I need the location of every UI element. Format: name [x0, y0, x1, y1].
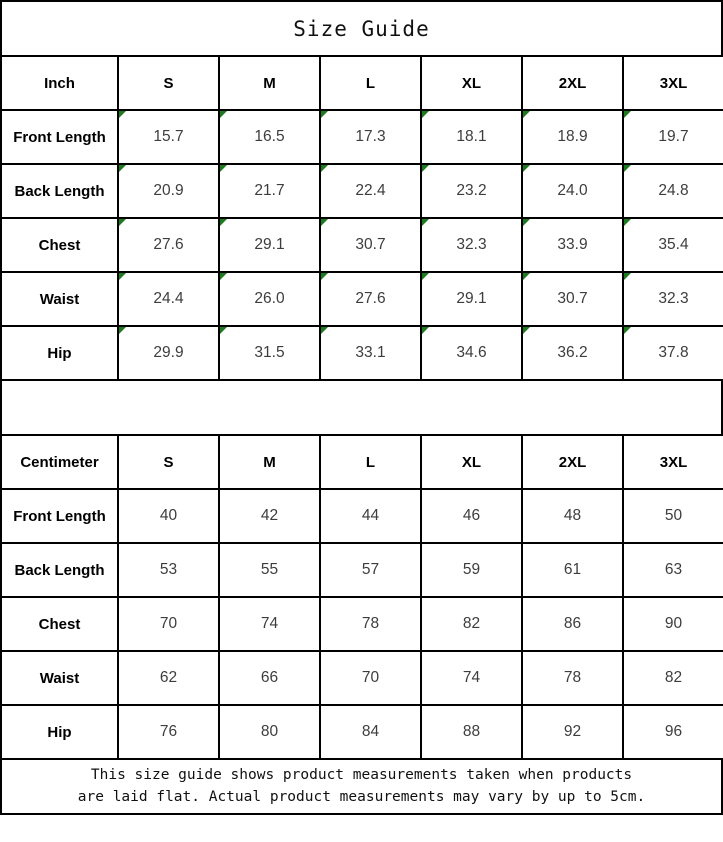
unit-header-cell: Centimeter — [1, 435, 118, 489]
green-corner-marker — [624, 111, 631, 118]
green-corner-marker — [321, 165, 328, 172]
footnote-line-1: This size guide shows product measurements taken when products — [90, 766, 633, 783]
row-label-cell: Hip — [1, 326, 118, 380]
row-label-cell: Hip — [1, 705, 118, 759]
green-corner-marker — [119, 327, 126, 334]
value-cell: 29.9 — [118, 326, 219, 380]
value-cell: 31.5 — [219, 326, 320, 380]
table-row — [1, 218, 723, 272]
size-header-cell: S — [118, 435, 219, 489]
value-cell: 40 — [118, 489, 219, 543]
value-cell: 82 — [421, 597, 522, 651]
size-header-cell: M — [219, 56, 320, 110]
table-row — [1, 164, 723, 218]
green-corner-marker — [624, 165, 631, 172]
value-cell: 80 — [219, 705, 320, 759]
green-corner-marker — [220, 273, 227, 280]
value-cell: 53 — [118, 543, 219, 597]
footnote — [0, 758, 723, 815]
green-corner-marker — [220, 165, 227, 172]
green-corner-marker — [624, 219, 631, 226]
value-cell: 55 — [219, 543, 320, 597]
green-corner-marker — [523, 327, 530, 334]
size-header-cell: L — [320, 435, 421, 489]
value-cell: 61 — [522, 543, 623, 597]
size-header-cell: 2XL — [522, 56, 623, 110]
size-header-cell: XL — [421, 56, 522, 110]
table-row — [1, 110, 723, 164]
value-cell: 50 — [623, 489, 723, 543]
green-corner-marker — [220, 219, 227, 226]
green-corner-marker — [422, 327, 429, 334]
value-cell: 29.1 — [219, 218, 320, 272]
row-label-cell: Chest — [1, 597, 118, 651]
green-corner-marker — [321, 111, 328, 118]
green-corner-marker — [624, 327, 631, 334]
value-cell: 32.3 — [421, 218, 522, 272]
value-cell: 24.0 — [522, 164, 623, 218]
green-corner-marker — [119, 165, 126, 172]
green-corner-marker — [119, 111, 126, 118]
value-cell: 74 — [219, 597, 320, 651]
value-cell: 20.9 — [118, 164, 219, 218]
value-cell: 36.2 — [522, 326, 623, 380]
size-header-cell: 3XL — [623, 56, 723, 110]
value-cell: 46 — [421, 489, 522, 543]
value-cell: 63 — [623, 543, 723, 597]
value-cell: 19.7 — [623, 110, 723, 164]
table-row — [1, 326, 723, 380]
size-header-cell: 3XL — [623, 435, 723, 489]
table-row — [1, 272, 723, 326]
size-header-cell: 2XL — [522, 435, 623, 489]
value-cell: 78 — [522, 651, 623, 705]
green-corner-marker — [321, 327, 328, 334]
value-cell: 84 — [320, 705, 421, 759]
value-cell: 17.3 — [320, 110, 421, 164]
table-row — [1, 489, 723, 543]
row-label-cell: Front Length — [1, 110, 118, 164]
value-cell: 90 — [623, 597, 723, 651]
value-cell: 18.1 — [421, 110, 522, 164]
green-corner-marker — [321, 219, 328, 226]
header-row — [1, 56, 723, 110]
row-label-cell: Chest — [1, 218, 118, 272]
value-cell: 29.1 — [421, 272, 522, 326]
value-cell: 86 — [522, 597, 623, 651]
value-cell: 24.4 — [118, 272, 219, 326]
value-cell: 37.8 — [623, 326, 723, 380]
green-corner-marker — [422, 273, 429, 280]
row-label-cell: Waist — [1, 272, 118, 326]
green-corner-marker — [624, 273, 631, 280]
value-cell: 33.1 — [320, 326, 421, 380]
value-cell: 18.9 — [522, 110, 623, 164]
row-label-cell: Front Length — [1, 489, 118, 543]
green-corner-marker — [523, 165, 530, 172]
row-label-cell: Back Length — [1, 164, 118, 218]
value-cell: 15.7 — [118, 110, 219, 164]
value-cell: 76 — [118, 705, 219, 759]
value-cell: 74 — [421, 651, 522, 705]
value-cell: 30.7 — [320, 218, 421, 272]
value-cell: 66 — [219, 651, 320, 705]
green-corner-marker — [220, 327, 227, 334]
value-cell: 82 — [623, 651, 723, 705]
value-cell: 24.8 — [623, 164, 723, 218]
size-header-cell: M — [219, 435, 320, 489]
value-cell: 70 — [320, 651, 421, 705]
green-corner-marker — [321, 273, 328, 280]
size-header-cell: XL — [421, 435, 522, 489]
unit-header-cell: Inch — [1, 56, 118, 110]
value-cell: 33.9 — [522, 218, 623, 272]
value-cell: 27.6 — [118, 218, 219, 272]
value-cell: 23.2 — [421, 164, 522, 218]
value-cell: 78 — [320, 597, 421, 651]
value-cell: 30.7 — [522, 272, 623, 326]
value-cell: 35.4 — [623, 218, 723, 272]
green-corner-marker — [119, 273, 126, 280]
green-corner-marker — [422, 111, 429, 118]
value-cell: 44 — [320, 489, 421, 543]
green-corner-marker — [523, 111, 530, 118]
table-row — [1, 705, 723, 759]
value-cell: 27.6 — [320, 272, 421, 326]
value-cell: 70 — [118, 597, 219, 651]
table-gap — [0, 381, 723, 436]
green-corner-marker — [119, 219, 126, 226]
inch-table — [0, 55, 723, 381]
value-cell: 88 — [421, 705, 522, 759]
value-cell: 21.7 — [219, 164, 320, 218]
green-corner-marker — [220, 111, 227, 118]
size-header-cell: S — [118, 56, 219, 110]
green-corner-marker — [422, 165, 429, 172]
row-label-cell: Back Length — [1, 543, 118, 597]
value-cell: 22.4 — [320, 164, 421, 218]
page-title: Size Guide — [0, 0, 723, 57]
header-row — [1, 435, 723, 489]
row-label-cell: Waist — [1, 651, 118, 705]
table-row — [1, 651, 723, 705]
value-cell: 26.0 — [219, 272, 320, 326]
value-cell: 32.3 — [623, 272, 723, 326]
table-row — [1, 597, 723, 651]
value-cell: 57 — [320, 543, 421, 597]
value-cell: 34.6 — [421, 326, 522, 380]
value-cell: 96 — [623, 705, 723, 759]
value-cell: 59 — [421, 543, 522, 597]
table-row — [1, 543, 723, 597]
value-cell: 62 — [118, 651, 219, 705]
green-corner-marker — [422, 219, 429, 226]
value-cell: 92 — [522, 705, 623, 759]
green-corner-marker — [523, 219, 530, 226]
green-corner-marker — [523, 273, 530, 280]
size-header-cell: L — [320, 56, 421, 110]
value-cell: 16.5 — [219, 110, 320, 164]
value-cell: 48 — [522, 489, 623, 543]
centimeter-table — [0, 434, 723, 760]
footnote-line-2: are laid flat. Actual product measurements may vary by up to 5cm. — [77, 788, 646, 805]
value-cell: 42 — [219, 489, 320, 543]
